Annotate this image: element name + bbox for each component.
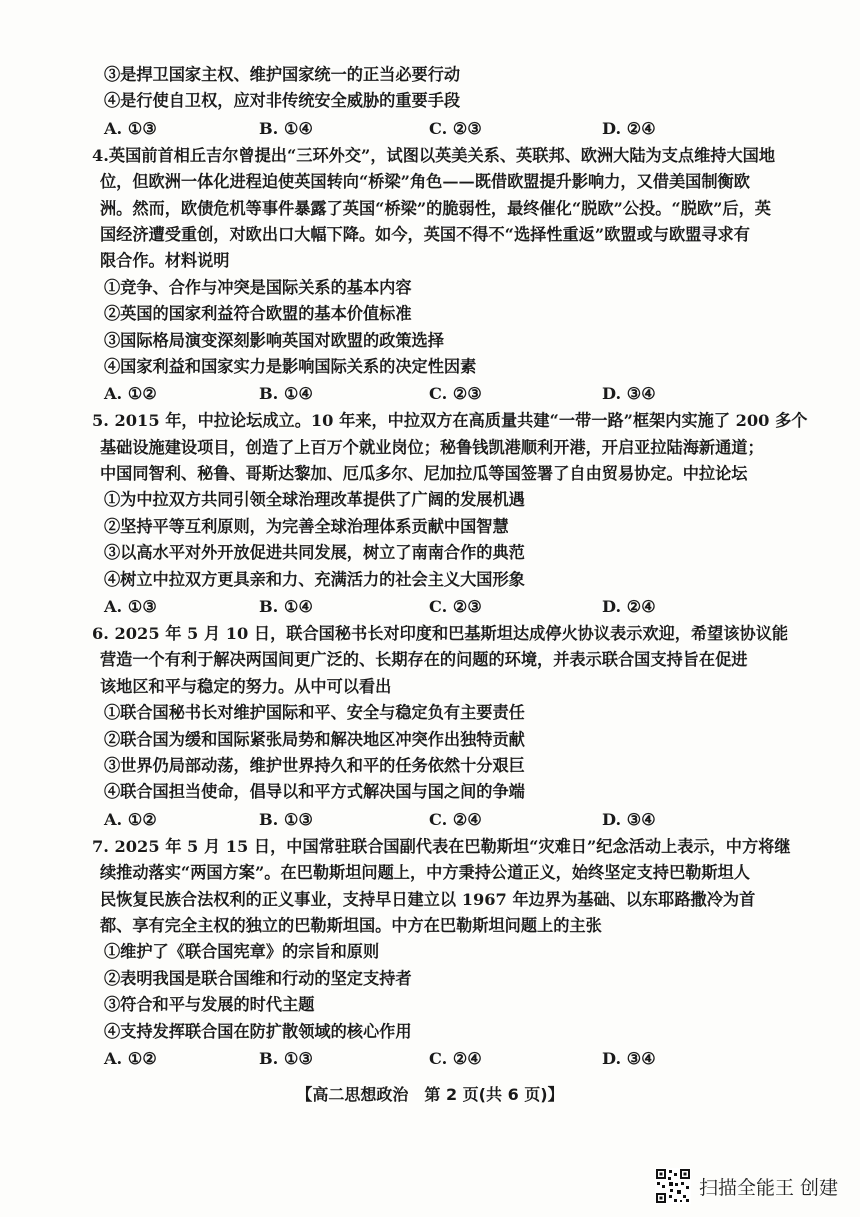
q3-choice-c[interactable]: C. ②③ — [429, 118, 482, 138]
q5-choice-b[interactable]: B. ①④ — [259, 597, 313, 617]
q6-option-2: ②联合国为缓和国际紧张局势和解决地区冲突作出独特贡献 — [104, 729, 525, 749]
page-footer: 【高二思想政治 第 2 页(共 6 页)】 — [296, 1085, 564, 1104]
q6-option-4: ④联合国担当使命，倡导以和平方式解决国与国之间的争端 — [104, 782, 525, 802]
q7-choice-b[interactable]: B. ①③ — [259, 1048, 313, 1068]
q7-option-1: ①维护了《联合国宪章》的宗旨和原则 — [104, 942, 380, 962]
q5-stem-line: 基础设施建设项目，创造了上百万个就业岗位；秘鲁钱凯港顺利开港，开启亚拉陆海新通道； — [100, 437, 764, 457]
q7-stem-line: 民恢复民族合法权利的正义事业，支持早日建立以 1967 年边界为基础、以东耶路撒冷为首 — [100, 889, 756, 909]
scanner-watermark-text: 扫描全能王 创建 — [698, 1176, 838, 1199]
q5-stem-line: 5. 2015 年，中拉论坛成立。10 年来，中拉双方在高质量共建“一带一路”框架内实施了 200 多个 — [92, 411, 808, 431]
q5-option-3: ③以高水平对外开放促进共同发展，树立了南南合作的典范 — [104, 543, 525, 563]
q3-choice-b[interactable]: B. ①④ — [259, 118, 313, 138]
q3-choices — [100, 115, 790, 143]
q6-stem-line: 营造一个有利于解决两国间更广泛的、长期存在的问题的环境，并表示联合国支持旨在促进 — [100, 650, 748, 670]
q6-stem-line: 6. 2025 年 5 月 10 日，联合国秘书长对印度和巴基斯坦达成停火协议表示欢迎，希望该协议能 — [92, 624, 789, 644]
q5-choice-d[interactable]: D. ②④ — [602, 597, 656, 617]
q7-choices — [100, 1045, 790, 1073]
q7-stem-line: 续推动落实“两国方案”。在巴勒斯坦问题上，中方秉持公道正义，始终坚定支持巴勒斯坦人 — [100, 863, 750, 883]
q7-option-4: ④支持发挥联合国在防扩散领域的核心作用 — [104, 1021, 412, 1041]
q3-choice-d[interactable]: D. ②④ — [602, 118, 656, 138]
q6-choice-b[interactable]: B. ①③ — [259, 809, 313, 829]
q5-choice-c[interactable]: C. ②③ — [429, 597, 482, 617]
q6-choices — [100, 806, 790, 834]
q7-option-3: ③符合和平与发展的时代主题 — [104, 995, 315, 1015]
q5-option-1: ①为中拉双方共同引领全球治理改革提供了广阔的发展机遇 — [104, 490, 525, 510]
q6-choice-c[interactable]: C. ②④ — [429, 809, 482, 829]
q6-option-3: ③世界仍局部动荡，维护世界持久和平的任务依然十分艰巨 — [104, 755, 525, 775]
q7-choice-a[interactable]: A. ①② — [104, 1048, 157, 1068]
q3-choice-a[interactable]: A. ①③ — [104, 118, 157, 138]
q5-choice-a[interactable]: A. ①③ — [104, 597, 157, 617]
scanner-watermark — [655, 1168, 838, 1204]
q6-option-1: ①联合国秘书长对维护国际和平、安全与稳定负有主要责任 — [104, 703, 525, 723]
q5-stem-line: 中国同智利、秘鲁、哥斯达黎加、厄瓜多尔、尼加拉瓜等国签署了自由贸易协定。中拉论坛 — [100, 464, 748, 484]
q6-stem-line: 该地区和平与稳定的努力。从中可以看出 — [100, 676, 392, 696]
question-7 — [92, 834, 791, 1073]
q4-stem-line: 位，但欧洲一体化进程迫使英国转向“桥梁”角色——既借欧盟提升影响力，又借美国制衡欧 — [100, 172, 750, 192]
q4-stem-line: 4.英国前首相丘吉尔曾提出“三环外交”，试图以英美关系、英联邦、欧洲大陆为支点维持大国地 — [92, 145, 776, 165]
q4-stem-line: 限合作。材料说明 — [100, 251, 230, 271]
q4-option-4: ④国家利益和国家实力是影响国际关系的决定性因素 — [104, 356, 477, 376]
q4-choice-b[interactable]: B. ①④ — [259, 384, 313, 404]
q4-stem-line: 国经济遭受重创，对欧出口大幅下降。如今，英国不得不“选择性重返”欧盟或与欧盟寻求有 — [100, 224, 750, 244]
q7-stem-line: 7. 2025 年 5 月 15 日，中国常驻联合国副代表在巴勒斯坦“灾难日”纪念活动上表示，中方将继 — [92, 836, 791, 856]
q5-option-2: ②坚持平等互利原则，为完善全球治理体系贡献中国智慧 — [104, 516, 509, 536]
q4-option-2: ②英国的国家利益符合欧盟的基本价值标准 — [104, 304, 412, 324]
q5-choices — [100, 593, 790, 621]
qr-code-icon — [655, 1168, 691, 1204]
q3-option-3: ③是捍卫国家主权、维护国家统一的正当必要行动 — [104, 65, 461, 84]
q4-stem-line: 洲。然而，欧债危机等事件暴露了英国“桥梁”的脆弱性，最终催化“脱欧”公投。“脱欧”后，英 — [100, 198, 771, 218]
q5-option-4: ④树立中拉双方更具亲和力、充满活力的社会主义大国形象 — [104, 569, 525, 589]
q4-option-3: ③国际格局演变深刻影响英国对欧盟的政策选择 — [104, 330, 444, 350]
q7-stem-line: 都、享有完全主权的独立的巴勒斯坦国。中方在巴勒斯坦问题上的主张 — [100, 915, 602, 935]
q4-choice-a[interactable]: A. ①② — [104, 384, 157, 404]
q6-choice-d[interactable]: D. ③④ — [602, 809, 656, 829]
page-content — [92, 62, 808, 1073]
q4-option-1: ①竞争、合作与冲突是国际关系的基本内容 — [104, 277, 412, 297]
question-5 — [92, 408, 808, 621]
question-6 — [92, 621, 790, 834]
q4-choice-c[interactable]: C. ②③ — [429, 384, 482, 404]
question-4 — [92, 143, 790, 409]
q3-option-4: ④是行使自卫权，应对非传统安全威胁的重要手段 — [104, 91, 461, 111]
q7-option-2: ②表明我国是联合国维和行动的坚定支持者 — [104, 968, 412, 988]
q4-choice-d[interactable]: D. ③④ — [602, 384, 656, 404]
q7-choice-d[interactable]: D. ③④ — [602, 1048, 656, 1068]
q7-choice-c[interactable]: C. ②④ — [429, 1048, 482, 1068]
question-3-continued — [100, 62, 790, 143]
q6-choice-a[interactable]: A. ①② — [104, 809, 157, 829]
q4-choices — [100, 380, 790, 408]
